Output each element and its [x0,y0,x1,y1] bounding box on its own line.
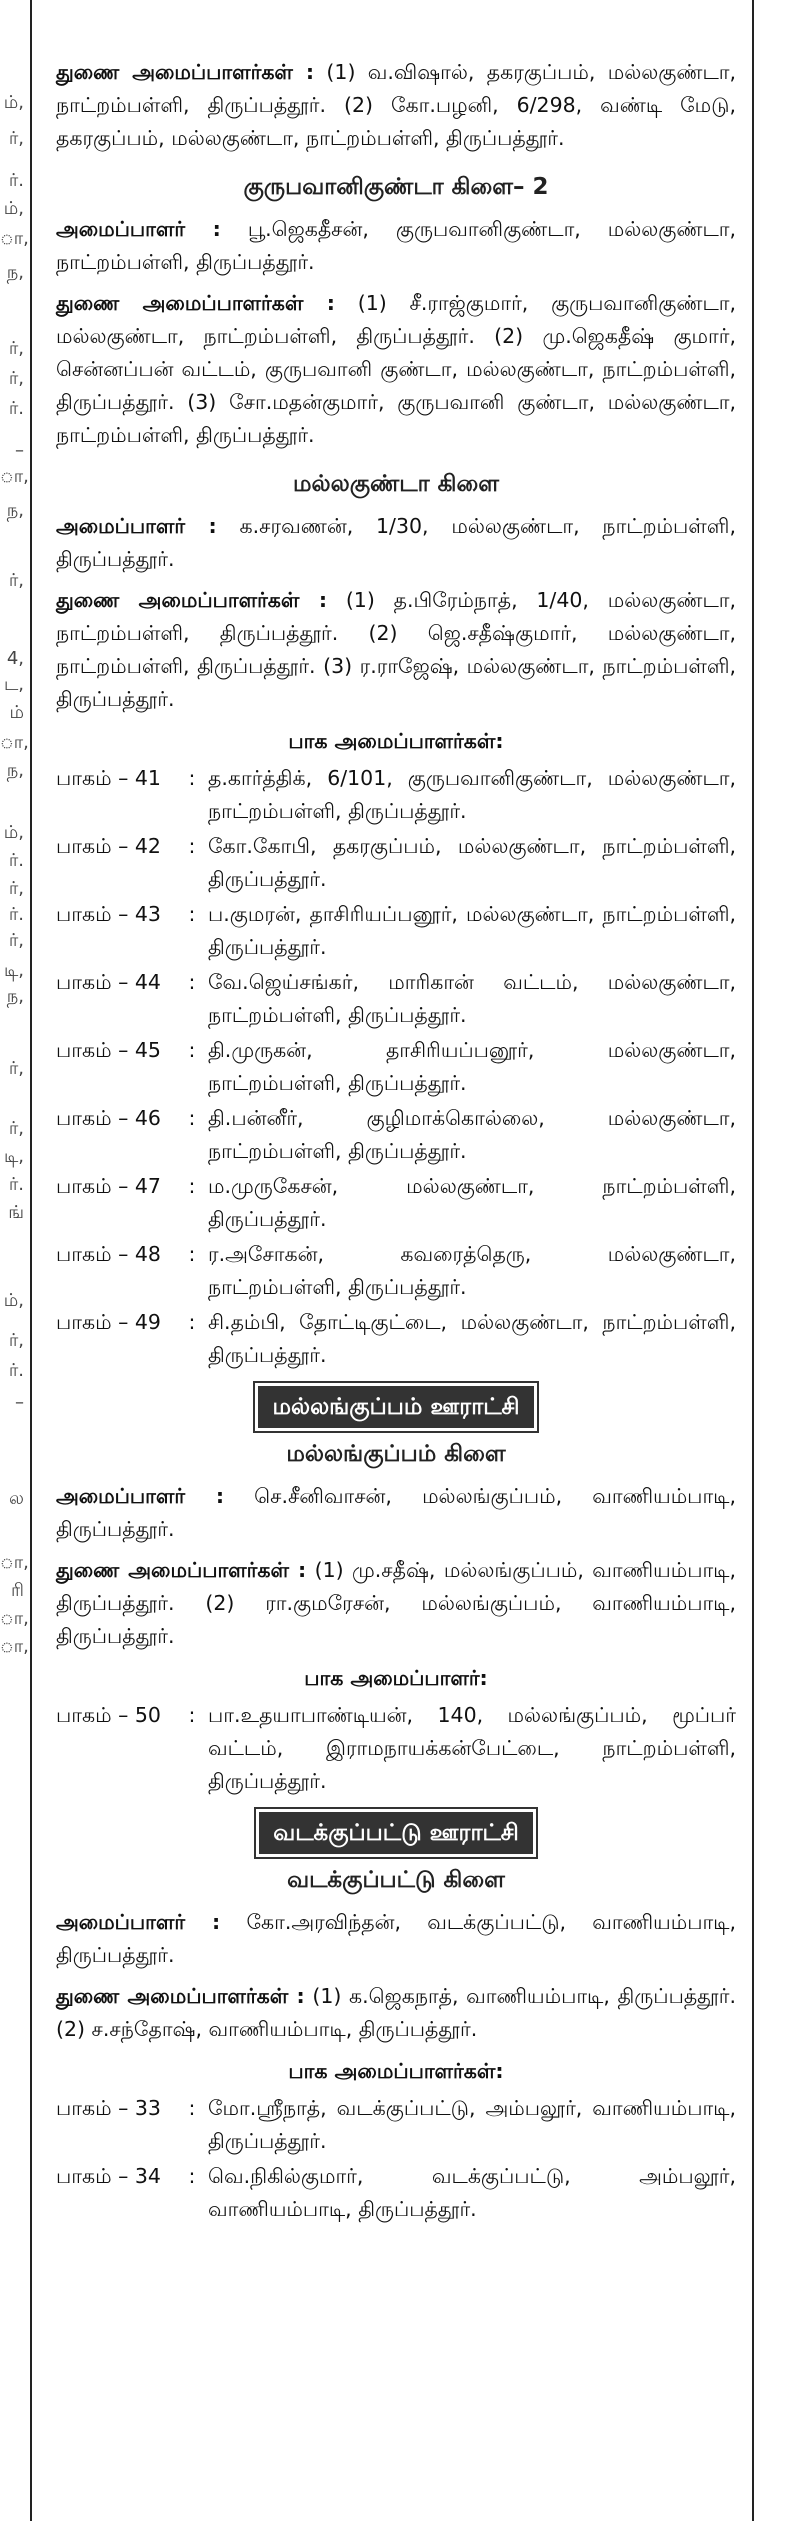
part-organizer-text: வே.ஜெய்சங்கர், மாரிகான் வட்டம், மல்லகுண்டா, நாட்றம்பள்ளி, திருப்பத்தூர். [208,970,736,1027]
clipped-text-fragment: ந, [6,986,24,1007]
branch-heading: மல்லகுண்டா கிளை [293,471,499,497]
part-entry [56,830,736,896]
aides-label: துணை அமைப்பாளர்கள் : [56,1984,305,2008]
clipped-text-fragment: ா, [0,1552,29,1573]
clipped-text-fragment: ா, [0,732,29,753]
separator: : [188,834,196,858]
separator: : [188,970,196,994]
part-number: பாகம் – 41 [56,766,161,790]
aides-text: (1) க.ஜெகநாத், வாணியம்பாடி, திருப்பத்தூர். (2) ச.சந்தோஷ், வாணியம்பாடி, திருப்பத்தூர். [56,1984,736,2041]
part-entry [56,2160,736,2226]
part-organizer-text: தி.பன்னீர், குழிமாக்கொல்லை, மல்லகுண்டா, நாட்றம்பள்ளி, திருப்பத்தூர். [208,1106,736,1163]
part-organizer-text: பா.உதயாபாண்டியன், 140, மல்லங்குப்பம், மூப்பர் வட்டம், இராமநாயக்கன்பேட்டை, நாட்றம்பள்ளி, திருப்பத்தூர். [208,1703,736,1793]
separator: : [188,766,196,790]
organizer-label: அமைப்பாளர் : [56,1910,221,1934]
part-number: பாகம் – 50 [56,1703,161,1727]
part-entry [56,898,736,964]
clipped-text-fragment: ர். [8,1174,24,1195]
part-number: பாகம் – 49 [56,1310,161,1334]
clipped-text-fragment: – [15,1392,24,1413]
part-organizer-text: ம.முருகேசன், மல்லகுண்டா, நாட்றம்பள்ளி, திருப்பத்தூர். [208,1174,736,1231]
part-list [56,2092,736,2226]
separator: : [188,1106,196,1130]
clipped-text-fragment: ந, [6,760,24,781]
clipped-text-fragment: ர், [8,570,24,591]
part-organizer-text: த.கார்த்திக், 6/101, குருபவானிகுண்டா, மல்லகுண்டா, நாட்றம்பள்ளி, திருப்பத்தூர். [208,766,736,823]
branch-heading: மல்லங்குப்பம் கிளை [286,1441,506,1467]
organizer-text: க.சரவணன், 1/30, மல்லகுண்டா, நாட்றம்பள்ளி, திருப்பத்தூர். [56,514,736,571]
organizer-label: அமைப்பாளர் : [56,514,217,538]
part-entry [56,1034,736,1100]
separator: : [188,2164,196,2188]
clipped-text-fragment: ரி [11,1580,24,1601]
clipped-text-fragment: ர். [8,170,24,191]
part-number: பாகம் – 47 [56,1174,161,1198]
panchayat-banner-wrap [56,1386,736,1428]
clipped-text-fragment: ர், [8,930,24,951]
organizer-paragraph [56,510,736,576]
part-number: பாகம் – 45 [56,1038,161,1062]
part-list [56,1699,736,1798]
aides-label: துணை அமைப்பாளர்கள் : [56,588,328,612]
organizer-label: அமைப்பாளர் : [56,217,221,241]
clipped-text-fragment: ட, [3,674,24,695]
part-organizer-text: சி.தம்பி, தோட்டிகுட்டை, மல்லகுண்டா, நாட்றம்பள்ளி, திருப்பத்தூர். [208,1310,736,1367]
clipped-text-fragment: ா, [0,1608,29,1629]
panchayat-banner-wrap [56,1812,736,1854]
aides-paragraph [56,584,736,716]
branch-heading: வடக்குப்பட்டு கிளை [287,1867,505,1893]
part-organizers-heading: பாக அமைப்பாளர்கள்: [288,729,504,753]
separator: : [188,902,196,926]
clipped-text-fragment: டி, [3,960,24,981]
aides-paragraph [56,287,736,452]
clipped-text-fragment: 4, [6,648,24,669]
clipped-text-fragment: ல [9,1488,24,1509]
part-number: பாகம் – 48 [56,1242,161,1266]
clipped-text-fragment: ர். [8,398,24,419]
aides-label: துணை அமைப்பாளர்கள் : [56,291,335,315]
separator: : [188,1038,196,1062]
clipped-text-fragment: ங் [8,1202,24,1223]
part-organizers-heading: பாக அமைப்பாளர்கள்: [288,2059,504,2083]
aides-paragraph [56,1554,736,1653]
organizer-paragraph [56,1906,736,1972]
clipped-text-fragment: ந, [6,262,24,283]
aides-text: (1) வ.விஷால், தகரகுப்பம், மல்லகுண்டா, நாட்றம்பள்ளி, திருப்பத்தூர். (2) கோ.பழனி, 6/298, வண்டி மேடு, தகரகுப்பம், மல்லகுண்டா, நாட்றம்பள்ளி, திருப்பத்தூர். [56,60,736,150]
clipped-text-fragment: ா, [0,466,29,487]
part-number: பாகம் – 43 [56,902,161,926]
part-organizer-text: வெ.நிகில்குமார், வடக்குப்பட்டு, அம்பலூர், வாணியம்பாடி, திருப்பத்தூர். [208,2164,736,2221]
panchayat-banner: மல்லங்குப்பம் ஊராட்சி [258,1386,533,1428]
clipped-text-fragment: ர், [8,338,24,359]
separator: : [188,1174,196,1198]
part-number: பாகம் – 33 [56,2096,161,2120]
clipped-text-fragment: ர், [8,1330,24,1351]
part-organizers-heading: பாக அமைப்பாளர்: [304,1666,488,1690]
aides-text: (1) மு.சதீஷ், மல்லங்குப்பம், வாணியம்பாடி, திருப்பத்தூர். (2) ரா.குமரேசன், மல்லங்குப்பம், வாணியம்பாடி, திருப்பத்தூர். [56,1558,736,1648]
organizer-label: அமைப்பாளர் : [56,1484,225,1508]
article-column [56,0,736,2228]
organizer-paragraph [56,1480,736,1546]
part-organizer-text: கோ.கோபி, தகரகுப்பம், மல்லகுண்டா, நாட்றம்பள்ளி, திருப்பத்தூர். [208,834,736,891]
clipped-text-fragment: ர், [8,878,24,899]
part-entry [56,1699,736,1798]
part-entry [56,1102,736,1168]
clipped-text-fragment: ர். [8,904,24,925]
part-number: பாகம் – 46 [56,1106,161,1130]
organizer-text: செ.சீனிவாசன், மல்லங்குப்பம், வாணியம்பாடி, திருப்பத்தூர். [56,1484,736,1541]
part-entry [56,762,736,828]
clipped-text-fragment: ர், [8,1058,24,1079]
clipped-text-fragment: ா, [0,228,29,249]
organizer-text: கோ.அரவிந்தன், வடக்குப்பட்டு, வாணியம்பாடி, திருப்பத்தூர். [56,1910,736,1967]
clipped-text-fragment: ர். [8,850,24,871]
aides-paragraph [56,1980,736,2046]
part-entry [56,1238,736,1304]
organizer-paragraph [56,213,736,279]
clipped-text-fragment: ா, [0,1636,29,1657]
panchayat-banner: வடக்குப்பட்டு ஊராட்சி [259,1812,533,1854]
clipped-text-fragment: ர், [8,128,24,149]
separator: : [188,2096,196,2120]
left-column-rule [30,0,32,2521]
aides-paragraph [56,56,736,155]
clipped-text-fragment: ந, [6,500,24,521]
part-entry [56,1306,736,1372]
aides-label: துணை அமைப்பாளர்கள் : [56,1558,307,1582]
aides-text: (1) த.பிரேம்நாத், 1/40, மல்லகுண்டா, நாட்றம்பள்ளி, திருப்பத்தூர். (2) ஜெ.சதீஷ்குமார், மல்லகுண்டா, நாட்றம்பள்ளி, திருப்பத்தூர். (3) ர.ராஜேஷ், மல்லகுண்டா, நாட்றம்பள்ளி, திருப்பத்தூர். [56,588,736,711]
right-column-rule [752,0,754,2521]
separator: : [188,1242,196,1266]
clipped-text-fragment: ர், [8,1118,24,1139]
aides-label: துணை அமைப்பாளர்கள் : [56,60,315,84]
part-number: பாகம் – 42 [56,834,161,858]
separator: : [188,1703,196,1727]
clipped-text-fragment: ம், [3,92,24,113]
clipped-text-fragment: ர். [8,1360,24,1381]
clipped-text-fragment: ம், [3,822,24,843]
part-organizer-text: ர.அசோகன், கவரைத்தெரு, மல்லகுண்டா, நாட்றம்பள்ளி, திருப்பத்தூர். [208,1242,736,1299]
branch-heading: குருபவானிகுண்டா கிளை– 2 [243,174,549,200]
part-organizer-text: மோ.ஸ்ரீநாத், வடக்குப்பட்டு, அம்பலூர், வாணியம்பாடி, திருப்பத்தூர். [208,2096,736,2153]
clipped-text-fragment: ர், [8,368,24,389]
part-entry [56,2092,736,2158]
part-list [56,762,736,1372]
organizer-text: பூ.ஜெகதீசன், குருபவானிகுண்டா, மல்லகுண்டா, நாட்றம்பள்ளி, திருப்பத்தூர். [56,217,736,274]
part-organizer-text: தி.முருகன், தாசிரியப்பனூர், மல்லகுண்டா, நாட்றம்பள்ளி, திருப்பத்தூர். [208,1038,736,1095]
part-entry [56,1170,736,1236]
part-organizer-text: ப.குமரன், தாசிரியப்பனூர், மல்லகுண்டா, நாட்றம்பள்ளி, திருப்பத்தூர். [208,902,736,959]
part-entry [56,966,736,1032]
clipped-text-fragment: டி, [3,1146,24,1167]
clipped-text-fragment: ம், [3,1290,24,1311]
separator: : [188,1310,196,1334]
aides-text: (1) சீ.ராஜ்குமார், குருபவானிகுண்டா, மல்லகுண்டா, நாட்றம்பள்ளி, திருப்பத்தூர். (2) மு.ஜெகதீஷ் குமார், சென்னப்பன் வட்டம், குருபவானி குண்டா, மல்லகுண்டா, நாட்றம்பள்ளி, திருப்பத்தூர். (3) சோ.மதன்குமார், குருபவானி குண்டா, மல்லகுண்டா, நாட்றம்பள்ளி, திருப்பத்தூர். [56,291,736,447]
clipped-text-fragment: – [15,440,24,461]
part-number: பாகம் – 44 [56,970,161,994]
part-number: பாகம் – 34 [56,2164,161,2188]
clipped-text-fragment: ம், [3,198,24,219]
clipped-text-fragment: ம் [9,702,24,723]
